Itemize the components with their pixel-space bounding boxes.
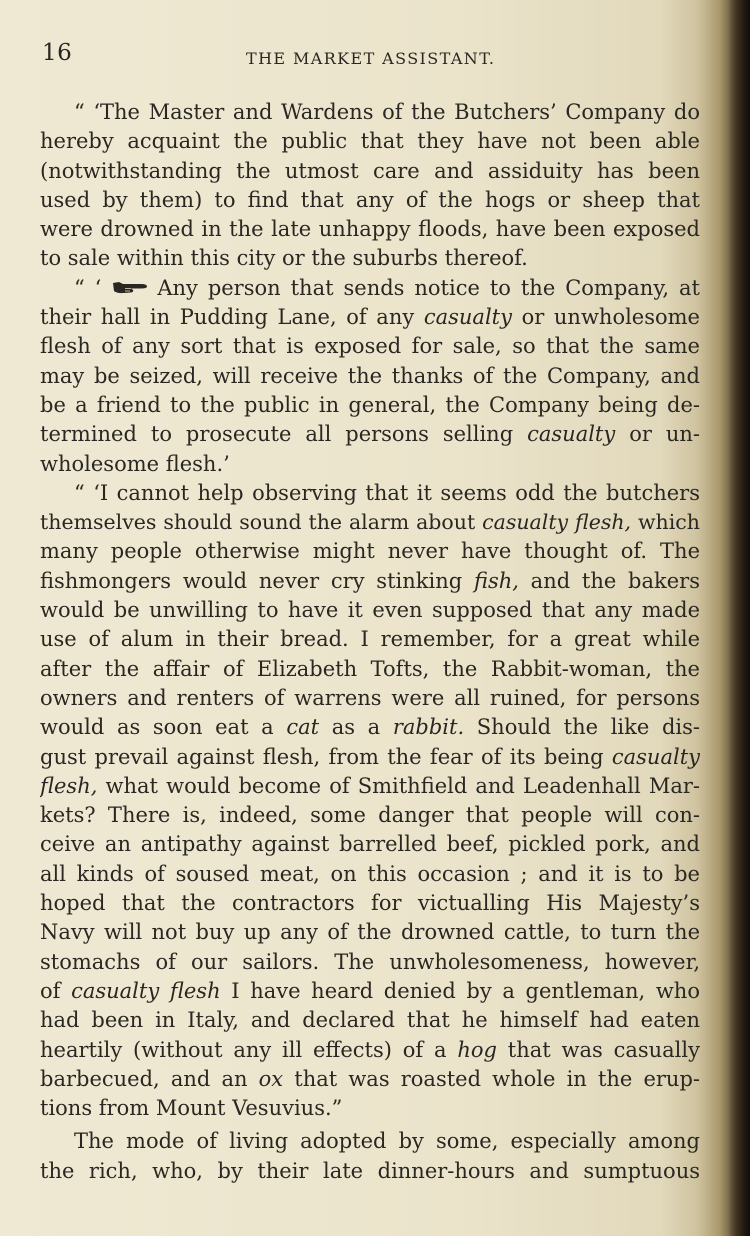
paragraph-butchers-notice — [40, 98, 700, 274]
text-line: fishmongers would never cry stinking fish, and the bakers — [40, 568, 700, 593]
text-line: themselves should sound the alarm about casualty flesh, which — [40, 510, 700, 535]
text-line: use of alum in their bread. I remember, for a great while — [40, 627, 700, 652]
text-line: their hall in Pudding Lane, of any casualty or unwholesome — [40, 305, 700, 330]
pointing-hand-icon — [111, 279, 151, 297]
text-line: termined to prosecute all persons selling casualty or un- — [40, 422, 700, 447]
text-line: had been in Italy, and declared that he himself had eaten — [40, 1008, 700, 1033]
text-line: The mode of living adopted by some, especially among — [74, 1129, 700, 1154]
text-line: would as soon eat a cat as a rabbit. Should the like dis- — [40, 715, 700, 740]
text-line: hereby acquaint the public that they have not been able — [40, 129, 700, 154]
text-line: “ ‘The Master and Wardens of the Butchers’ Company do — [74, 100, 700, 124]
text-line: may be seized, will receive the thanks of the Company, and — [40, 363, 700, 388]
text-line: after the affair of Elizabeth Tofts, the Rabbit-woman, the — [40, 656, 700, 681]
text-line: hoped that the contractors for victualling His Majesty’s — [40, 891, 700, 916]
text-line: tions from Mount Vesuvius.” — [40, 1096, 343, 1121]
binding-shadow — [728, 0, 750, 1236]
text-line: flesh of any sort that is exposed for sale, so that the same — [40, 334, 700, 359]
quote-open: “ ‘ — [74, 275, 102, 300]
text-line: all kinds of soused meat, on this occasion ; and it is to be — [40, 861, 700, 886]
text-line: many people otherwise might never have thought of. The — [40, 539, 700, 564]
paragraph-mode-of-living — [40, 1127, 700, 1186]
text-line: to sale within this city or the suburbs thereof. — [40, 246, 528, 271]
paragraph-observation — [40, 479, 700, 1124]
text-line: the rich, who, by their late dinner-hours and sumptuous — [40, 1158, 700, 1183]
paragraph-company-notice — [40, 274, 700, 479]
page-number: 16 — [42, 40, 73, 66]
text-line: gust prevail against flesh, from the fear of its being casualty — [40, 744, 700, 769]
text-line: (notwithstanding the utmost care and assiduity has been — [40, 158, 700, 183]
text-line: be a friend to the public in general, the Company being de- — [40, 392, 700, 417]
text-line: “ ‘I cannot help observing that it seems odd the butchers — [74, 480, 700, 505]
text-line: owners and renters of warrens were all ruined, for persons — [40, 685, 700, 710]
text-line: were drowned in the late unhappy floods, have been exposed — [40, 217, 700, 242]
text-line: used by them) to find that any of the hogs or sheep that — [40, 187, 700, 212]
text-line: wholesome flesh.’ — [40, 451, 230, 476]
text-line: Navy will not buy up any of the drowned cattle, to turn the — [40, 920, 700, 945]
text-line: of casualty flesh I have heard denied by a gentleman, who — [40, 978, 700, 1003]
text-line: barbecued, and an ox that was roasted whole in the erup- — [40, 1066, 700, 1091]
text-line: ceive an antipathy against barrelled beef, pickled pork, and — [40, 832, 700, 857]
running-head: THE MARKET ASSISTANT. — [246, 49, 496, 68]
text-line: kets? There is, indeed, some danger that people will con- — [40, 803, 700, 828]
text-line: would be unwilling to have it even supposed that any made — [40, 598, 700, 623]
body-text — [40, 98, 700, 1186]
text-line: heartily (without any ill effects) of a hog that was casually — [40, 1037, 700, 1062]
text-line: “ ‘ Any person that sends notice to the Company, at — [74, 275, 700, 300]
text-line: stomachs of our sailors. The unwholesomeness, however, — [40, 949, 700, 974]
text-line: flesh, what would become of Smithfield and Leadenhall Mar- — [40, 773, 700, 798]
